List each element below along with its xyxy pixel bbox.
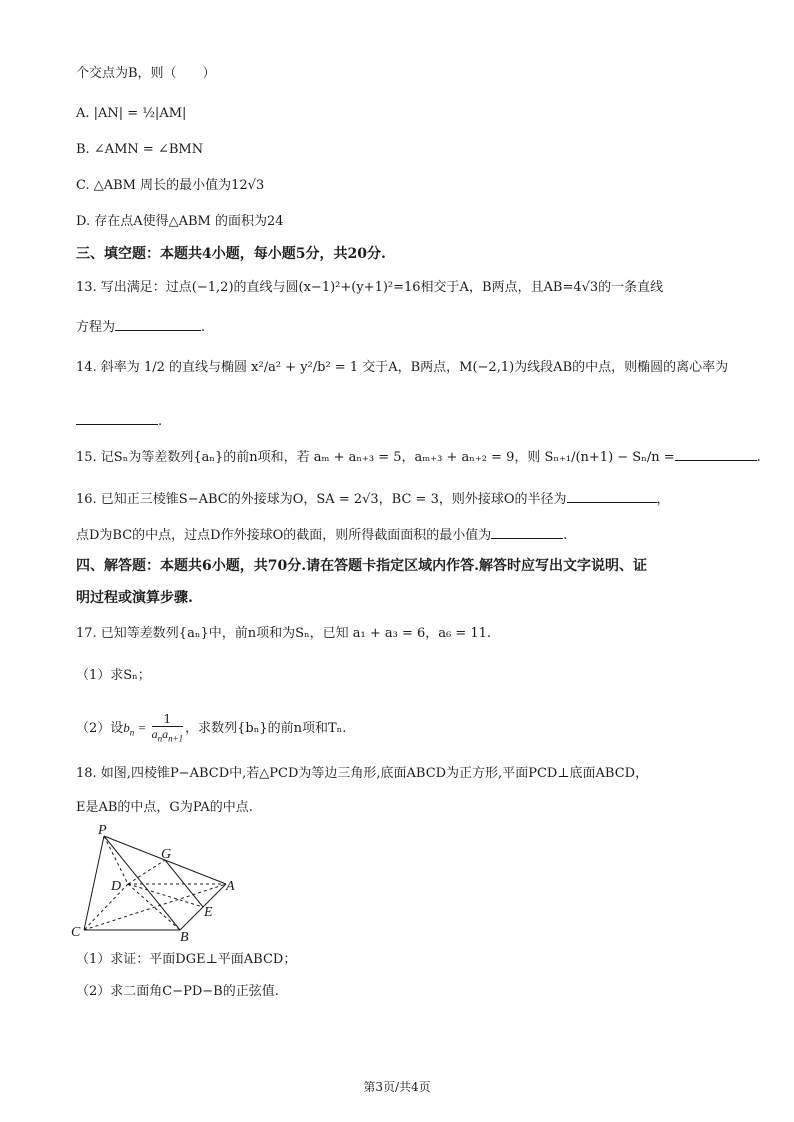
q14-line1: [76, 358, 728, 378]
q18-line1: 18. 如图,四棱锥P−ABCD中,若△PCD为等边三角形,底面ABCD为正方形,平面PCD⊥底面ABCD，: [76, 766, 649, 781]
q13-line2-text: 方程为: [76, 320, 116, 335]
edge-pc: [84, 836, 104, 930]
q17-bn-formula: $b_n$ =: [123, 720, 150, 738]
label-c: C: [71, 925, 81, 940]
q18-part2: （2）求二面角C−PD−B的正弦值.: [76, 984, 279, 999]
q12-option-a: [76, 104, 728, 124]
q12-option-b: [76, 140, 728, 160]
q17-stem: 17. 已知等差数列{aₙ}中，前n项和为Sₙ，已知 a₁ + a₃ = 6，a₆ = 11.: [76, 626, 492, 641]
label-g: G: [161, 847, 172, 862]
q12-tail: [76, 64, 728, 84]
q15-answer-blank: [675, 446, 757, 461]
q12-option-c-text: C. △ABM 周长的最小值为12√3: [76, 178, 265, 193]
q14-line2: .: [76, 410, 728, 432]
q16-radius-blank: [567, 488, 657, 503]
label-d: D: [111, 879, 122, 894]
q15-text: 15. 记Sₙ为等差数列{aₙ}的前n项和，若 aₘ + aₙ₊₃ = 5，aₘ₊₃ + aₙ₊₂ = 9，则 Sₙ₊₁/(n+1) − Sₙ/n =: [76, 450, 675, 465]
pyramid-figure: [66, 822, 246, 942]
q17-part2-pre: （2）设: [76, 721, 124, 737]
label-p: P: [98, 823, 107, 838]
edge-dc: [84, 884, 128, 930]
q17-part1: （1）求Sₙ；: [76, 668, 151, 683]
label-e: E: [204, 905, 213, 920]
q12-option-a-text: A. |AN| = ½|AM|: [76, 106, 187, 121]
section-3-heading: 三、填空题：本题共4小题，每小题5分，共20分.: [76, 246, 386, 262]
q13-answer-blank: [115, 316, 201, 331]
q14-pre: 14. 斜率为: [76, 360, 140, 375]
q17-part2-post: ，求数列{bₙ}的前n项和Tₙ.: [185, 721, 347, 737]
q12-option-d-text: D. 存在点A使得△ABM 的面积为24: [76, 214, 284, 229]
q14-slope: 1/2: [143, 360, 165, 375]
q14-answer-blank: [76, 410, 158, 425]
q12-tail-text: 个交点为B，则（ ）: [76, 66, 216, 81]
section-4-heading-line2: 明过程或演算步骤.: [76, 590, 193, 606]
q18-part1: （1）求证：平面DGE⊥平面ABCD；: [76, 952, 297, 967]
q16-line1-text: 16. 已知正三棱锥S−ABC的外接球为O，SA = 2√3，BC = 3，则外接球O的半径为: [76, 492, 567, 507]
q16-line2-text: 点D为BC的中点，过点D作外接球O的截面，则所得截面面积的最小值为: [76, 528, 492, 543]
label-b: B: [180, 930, 189, 942]
q13-line1: 13. 写出满足：过点(−1,2)的直线与圆(x−1)²+(y+1)²=16相交于A，B两点，且AB=4√3的一条直线: [76, 280, 664, 295]
q15-line: 15. 记Sₙ为等差数列{aₙ}的前n项和，若 aₘ + aₙ₊₃ = 5，aₘ₊₃ + aₙ₊₂ = 9，则 Sₙ₊₁/(n+1) − Sₙ/n = .: [76, 446, 728, 468]
q12-option-d: [76, 212, 728, 232]
q12-option-c: [76, 176, 728, 196]
q16-line2: 点D为BC的中点，过点D作外接球O的截面，则所得截面面积的最小值为 .: [76, 524, 728, 546]
page-footer: 第3页/共4页: [363, 1080, 431, 1094]
q14-mid: 的直线与椭圆 x²/a² + y²/b² = 1 交于A，B两点，M(−2,1)为线段AB的中点，则椭圆的离心率为: [169, 360, 729, 375]
q13-line2: 方程为 .: [76, 316, 728, 338]
label-a: A: [226, 879, 235, 894]
q12-option-b-text: B. ∠AMN = ∠BMN: [76, 142, 204, 157]
q16-area-blank: [491, 524, 563, 539]
edge-pd: [104, 836, 128, 884]
q18-line2: E是AB的中点，G为PA的中点.: [76, 800, 253, 815]
q17-bn-fraction: $\frac{1}{a_na_{n+1}}$: [151, 712, 184, 744]
q17-part2: [76, 712, 728, 745]
section-4-heading-line1: 四、解答题：本题共6小题，共70分.请在答题卡指定区域内作答.解答时应写出文字说明、证: [76, 558, 647, 574]
q16-line1: 16. 已知正三棱锥S−ABC的外接球为O，SA = 2√3，BC = 3，则外接球O的半径为 ，: [76, 488, 728, 510]
